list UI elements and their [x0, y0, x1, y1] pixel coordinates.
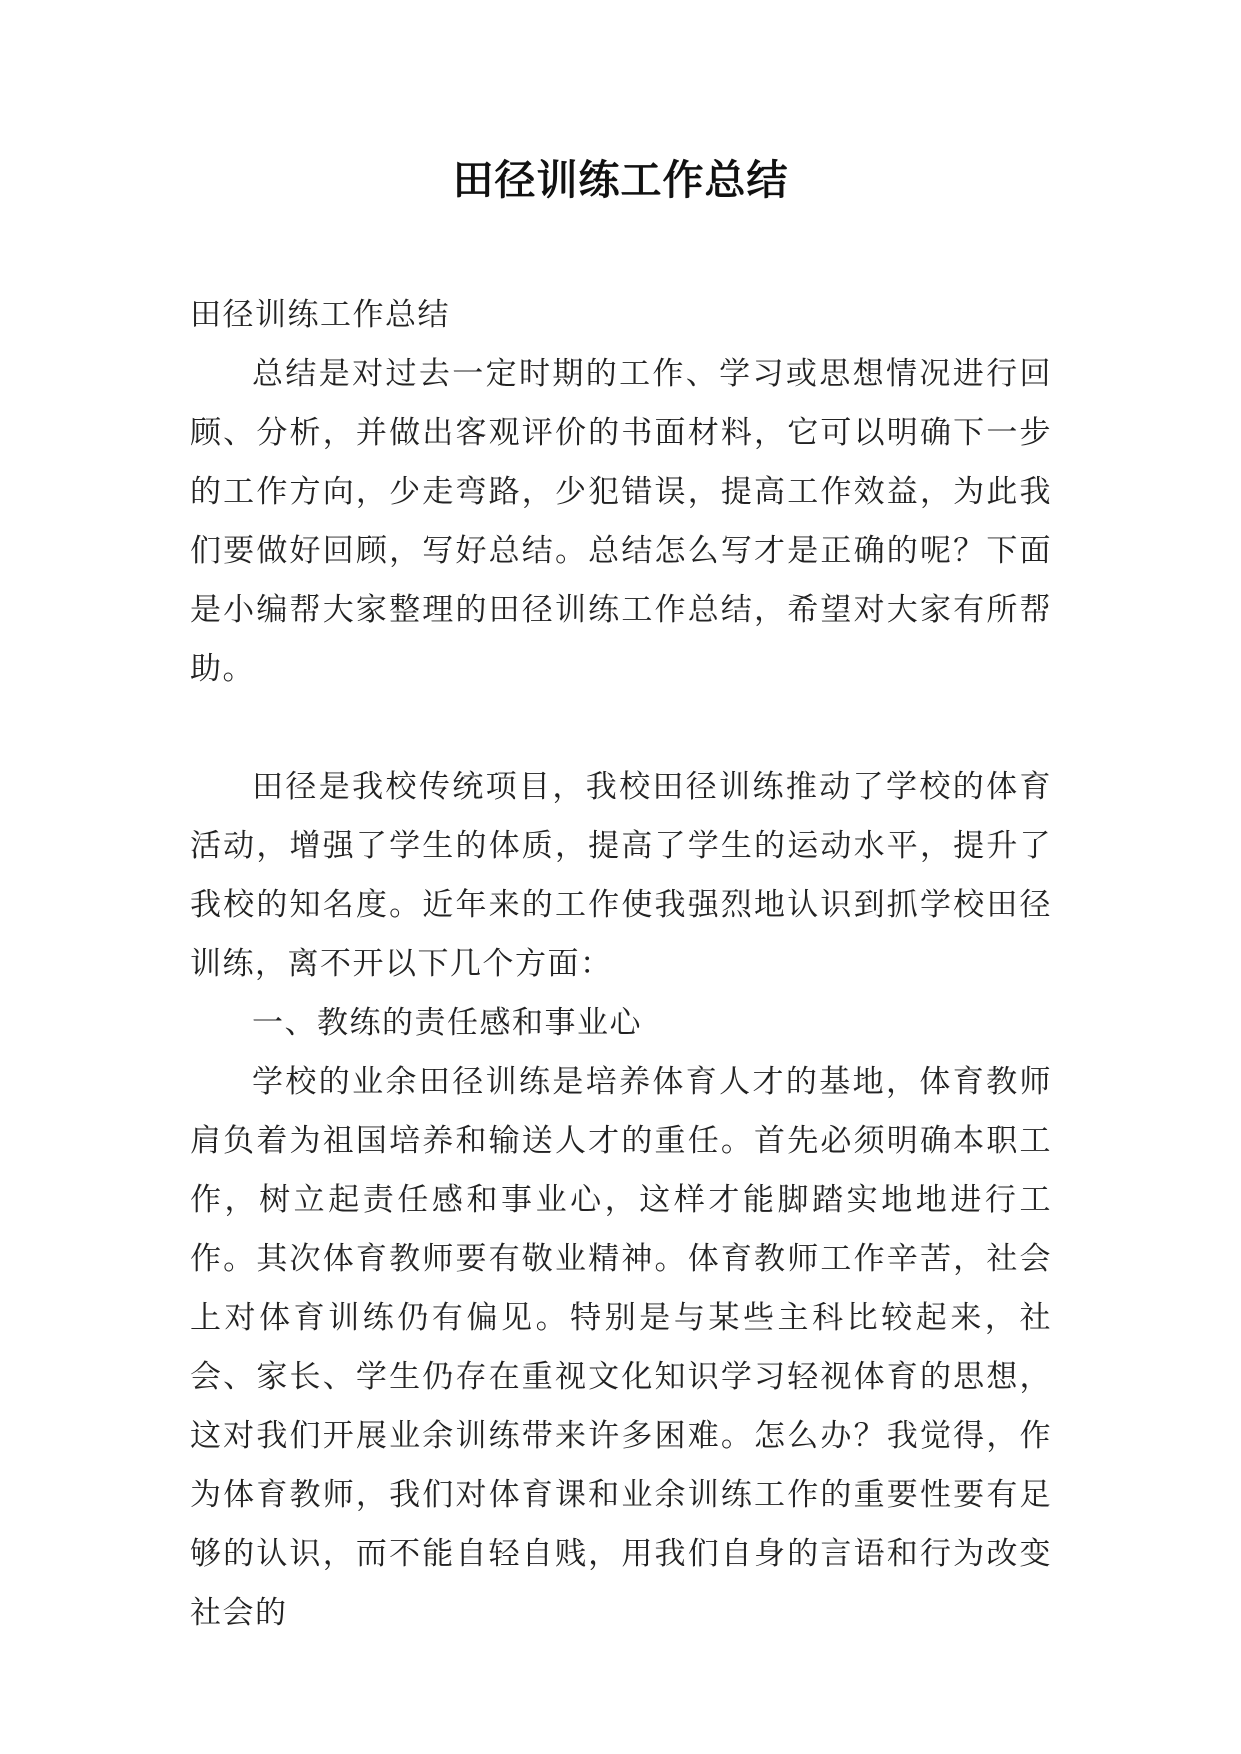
paragraph-spacer	[190, 699, 1052, 758]
document-title: 田径训练工作总结	[452, 156, 789, 204]
subtitle-line: 田径训练工作总结	[190, 297, 450, 333]
document-body	[190, 286, 1052, 1643]
paragraph-background: 田径是我校传统项目，我校田径训练推动了学校的体育活动，增强了学生的体质，提高了学生的运动水平，提升了我校的知名度。近年来的工作使我强烈地认识到抓学校田径训练，离不开以下几个方面：	[190, 769, 1052, 982]
paragraph-intro: 总结是对过去一定时期的工作、学习或思想情况进行回顾、分析，并做出客观评价的书面材料，它可以明确下一步的工作方向，少走弯路，少犯错误，提高工作效益，为此我们要做好回顾，写好总结。总结怎么写才是正确的呢？下面是小编帮大家整理的田径训练工作总结，希望对大家有所帮助。	[190, 356, 1052, 687]
paragraph-section-1: 学校的业余田径训练是培养体育人才的基地，体育教师肩负着为祖国培养和输送人才的重任。首先必须明确本职工作，树立起责任感和事业心，这样才能脚踏实地地进行工作。其次体育教师要有敬业精神。体育教师工作辛苦，社会上对体育训练仍有偏见。特别是与某些主科比较起来，社会、家长、学生仍存在重视文化知识学习轻视体育的思想，这对我们开展业余训练带来许多困难。怎么办？我觉得，作为体育教师，我们对体育课和业余训练工作的重要性要有足够的认识，而不能自轻自贱，用我们自身的言语和行为改变社会的	[190, 1064, 1052, 1631]
section-heading-1: 一、教练的责任感和事业心	[252, 1005, 642, 1041]
